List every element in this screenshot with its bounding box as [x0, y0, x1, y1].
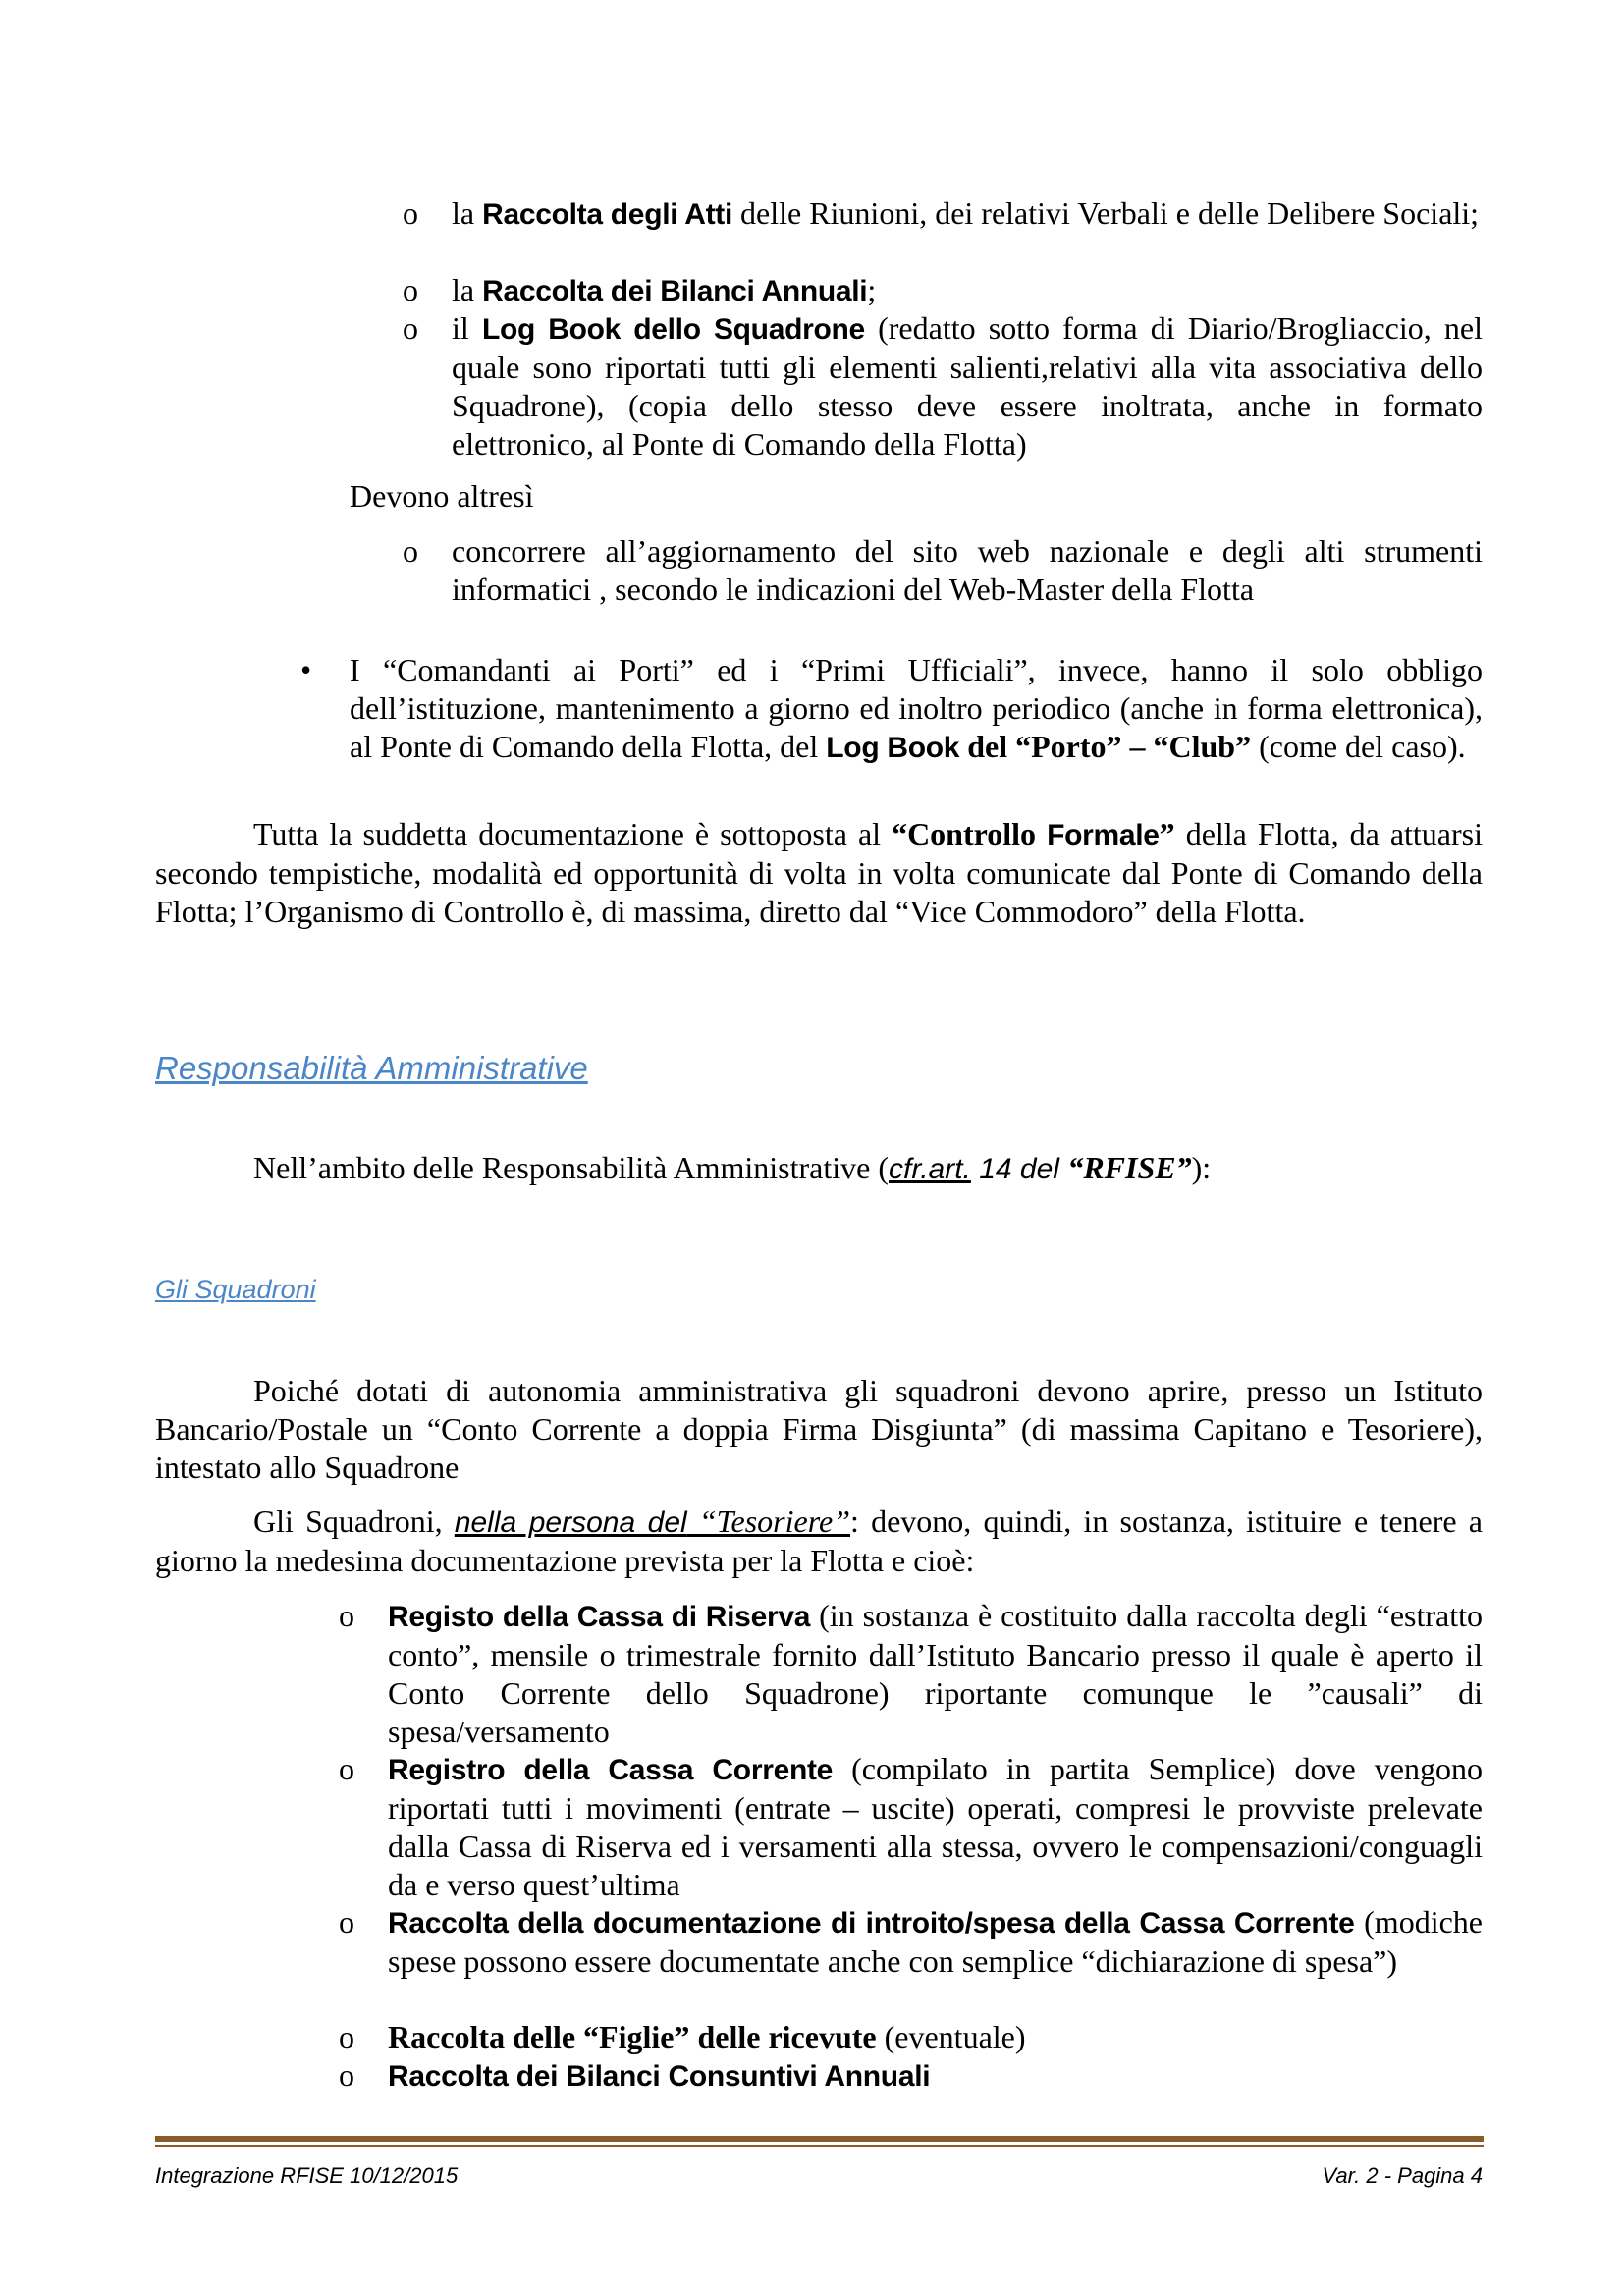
bullet-o: o — [339, 1904, 354, 1940]
paragraph: Poiché dotati di autonomia amministrativa gli squadroni devono aprire, presso un Istituto Bancario/Postale un “Conto Corrente a doppia Firma Disgiunta” (di massima Capitano e Tesoriere), intestato allo Squadrone — [155, 1373, 1483, 1485]
footer-rule — [155, 2136, 1484, 2142]
bullet-o: o — [339, 1598, 354, 1633]
bullet-o: o — [403, 195, 418, 231]
footer-left: Integrazione RFISE 10/12/2015 — [155, 2163, 459, 2188]
bullet-dot: • — [300, 652, 312, 687]
paragraph: Tutta la suddetta documentazione è sottoposta al “Controllo Formale” della Flotta, da attuarsi secondo tempistiche, modalità ed opportunità di volta in volta comunicate dal Ponte di Comando della Flotta; l’Organismo di Controllo è, di massima, diretto dal “Vice Commodoro” della Flotta. — [155, 816, 1484, 929]
devono-altresi: Devono altresì — [350, 478, 534, 514]
bullet-o: o — [339, 1751, 354, 1786]
bold-term: Log Book dello Squadrone — [481, 313, 865, 346]
bold-term: Raccolta dei Bilanci Annuali — [482, 275, 868, 307]
paragraph: Nell’ambito delle Responsabilità Amministrative (cfr.art. 14 del “RFISE”): — [253, 1150, 1212, 1185]
section-heading: Responsabilità Amministrative — [155, 1050, 588, 1086]
bold-term: Raccolta degli Atti — [482, 198, 732, 231]
subsection-heading: Gli Squadroni — [155, 1275, 316, 1304]
footer-right: Var. 2 - Pagina 4 — [1322, 2163, 1483, 2188]
bullet-o: o — [403, 272, 418, 307]
bullet-o: o — [403, 533, 418, 569]
bullet-o: o — [339, 2019, 354, 2054]
footer-rule-thin — [155, 2145, 1484, 2147]
bullet-o: o — [403, 310, 418, 346]
paragraph: Gli Squadroni, nella persona del “Tesoriere”: devono, quindi, in sostanza, istituire e tenere a giorno la medesima documentazione prevista per la Flotta e cioè: — [155, 1503, 1483, 1578]
document-page: o la Raccolta degli Atti delle Riunioni, dei relativi Verbali e delle Delibere Sociali; o la Raccolta dei Bilanci Annuali; o il Log Book dello Squadrone (redatto sotto forma di Diario/Brogliaccio, nel quale sono riportati tutti gli elementi salienti,relativi alla vita associativa dello Squadrone), (copia dello stesso deve essere inoltrata, anche in formato elettronico, al Ponte di Comando della Flotta) Devono altresì o concorrere all’aggiornamento del sito web nazionale e degli alti strumenti informatici , secondo le indicazioni del Web-Master della Flotta • I “Comandanti ai Porti” ed i “Primi Ufficiali”, invece, hanno il solo obbligo dell’istituzione, mantenimento a giorno ed inoltro periodico (anche in forma elettronica), al Ponte di Comando della Flotta, del Log Book del “Porto” – “Club” (come del caso). Tutta la suddetta documentazione è sottoposta al “Controllo Formale” della Flotta, da attuarsi secondo tempistiche, modalità ed opportunità di volta in volta comunicate dal Ponte di Comando della Flotta; l’Organismo di Controllo è, di massima, diretto dal “Vice Commodoro” della Flotta. Responsabilità Amministrative Nell’ambito delle Responsabilità Amministrative (cfr.art. 14 del “RFISE”): Gli Squadroni Poiché dotati di autonomia amministrativa gli squadroni devono aprire, presso un Istituto Bancario/Postale un “Conto Corrente a doppia Firma Disgiunta” (di massima Capitano e Tesoriere), intestato allo Squadrone Gli Squadroni, nella persona del “Tesoriere”: devono, quindi, in sostanza, istituire e tenere a giorno la medesima documentazione prevista per la Flotta e cioè: o Registo della Cassa di Riserva (in sostanza è costituito dalla raccolta degli “estratto conto”, mensile o trimestrale fornito dall’Istituto Bancario presso il quale è aperto il Conto Corrente dello Squadrone) riportante comunque le ”causali” di spesa/versamento o Registro della Cassa Corrente (compilato in partita Semplice) dove vengono riportati tutti i movimenti (entrate – uscite) operati, compresi le provviste prelevate dalla Cassa di Riserva ed i versamenti alla stessa, ovvero le compensazioni/conguagli da e verso quest’ultima o Raccolta della documentazione di introito/spesa della Cassa Corrente (modiche spese possono essere documentate anche con semplice “dichiarazione di spesa”) o Raccolta delle “Figlie” delle ricevute (eventuale) o Raccolta dei Bilanci Consuntivi Annuali Integrazione RFISE 10/12/2015 Var. 2 - Pagina 4 — [0, 0, 1623, 2296]
bullet-o: o — [339, 2057, 354, 2093]
